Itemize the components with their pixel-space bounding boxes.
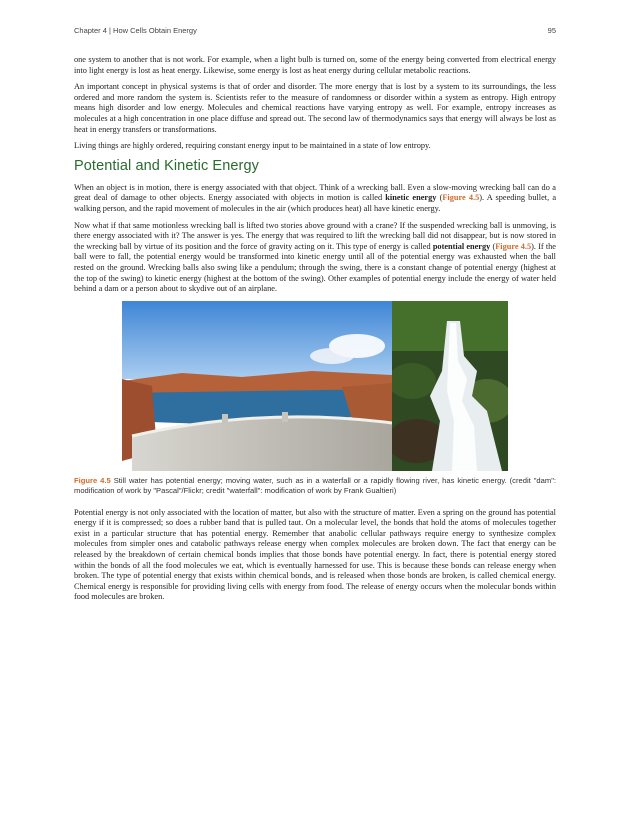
text-run: ). If the ball were to fall, the potential energy would be transformed into kinetic energy until all of the potential energy was exhausted when the ball rested on the ground. Wrecking balls also swing like a pendulum; through the swing, there is a constant change of potential energy (highest at the top of the swing) to kinetic energy (highest at the bottom of the swing). Other examples of potential energy include the energy of water held behind a dam or a person about to skydive out of an airplane. (74, 241, 556, 294)
page-content (74, 55, 556, 609)
dam-tower (282, 412, 288, 422)
dam-photo (122, 301, 392, 471)
paragraph: Potential energy is not only associated with the location of matter, but also with the structure of matter. Even a spring on the ground has potential energy if it is compressed; so does a rubber band that is pulled taut. On a molecular level, the bonds that hold the atoms of molecules together exist in a particular structure that has potential energy. Remember that anabolic cellular pathways require energy to synthesize complex molecules from simpler ones and catabolic pathways release energy when complex molecules are broken down. The fact that energy can be released by the breakdown of certain chemical bonds implies that those bonds have potential energy. In fact, there is potential energy stored within the bonds of all the food molecules we eat, which is eventually harnessed for use. This is because these bonds can release energy when broken. The type of potential energy that exists within chemical bonds, and is released when those bonds are broken, is called chemical energy. Chemical energy is responsible for providing living cells with energy from food. The release of energy occurs when the molecular bonds within food molecules are broken. (74, 507, 556, 602)
figure (74, 301, 556, 496)
figure-link[interactable]: Figure 4.5 (495, 241, 532, 251)
text-run: ). A speeding bullet, a walking person, and the rapid movement of molecules in the air (which produces heat) all have kinetic energy. (74, 193, 557, 213)
section-heading: Potential and Kinetic Energy (74, 157, 259, 174)
key-term: potential energy (432, 241, 491, 251)
paragraph-potential (74, 221, 556, 295)
figure-link[interactable]: Figure 4.5 (442, 193, 480, 203)
dam-wall (132, 417, 392, 471)
figure-caption (74, 476, 556, 496)
caption-text: Still water has potential energy; moving water, such as in a waterfall or a rapidly flowing river, has kinetic energy. (credit "dam": modification of work by "Pascal"/Flickr; credit "waterfall": modification of work by Frank Gualtieri) (74, 475, 556, 495)
cloud (310, 348, 354, 364)
figure-label: Figure 4.5 (74, 475, 111, 485)
text-run: ( (490, 241, 496, 251)
paragraph: one system to another that is not work. For example, when a light bulb is turned on, some of the energy being converted from electrical energy into light energy is lost as heat energy. Likewise, some energy is lost as heat energy during cellular metabolic reactions. (74, 55, 556, 75)
chapter-title: Chapter 4 | How Cells Obtain Energy (74, 26, 197, 35)
figure-image (122, 301, 508, 471)
running-header (74, 26, 556, 35)
dam-tower (222, 414, 228, 424)
waterfall-photo (392, 301, 508, 471)
text-run: Now what if that same motionless wrecking ball is lifted two stories above ground with a crane? If the suspended wrecking ball is unmoving, is there energy associated with it? The answer is yes. The energy that was required to lift the wrecking ball did not disappear, but is now stored in the wrecking ball by virtue of its position and the force of gravity acting on it. This type of energy is called (74, 220, 556, 251)
paragraph: An important concept in physical systems is that of order and disorder. The more energy that is lost by a system to its surroundings, the less ordered and more random the system is. Scientists refer to the measure of randomness or disorder within a system as entropy. High entropy means high disorder and low energy. Molecules and chemical reactions have varying entropy as well. For example, entropy increases as molecules at a high concentration in one place diffuse and spread out. The second law of thermodynamics says that energy will always be lost as heat in energy transfers or transformations. (74, 82, 556, 134)
text-run: When an object is in motion, there is energy associated with that object. Think of a wrecking ball. Even a slow-moving wrecking ball can do a great deal of damage to other objects. Energy associated with objects in motion is called (74, 182, 556, 203)
paragraph: Living things are highly ordered, requiring constant energy input to be maintained in a state of low entropy. (74, 141, 431, 151)
paragraph-kinetic (74, 183, 556, 215)
key-term: kinetic energy (385, 193, 437, 203)
text-run: ( (436, 193, 443, 203)
page-number: 95 (547, 26, 556, 35)
